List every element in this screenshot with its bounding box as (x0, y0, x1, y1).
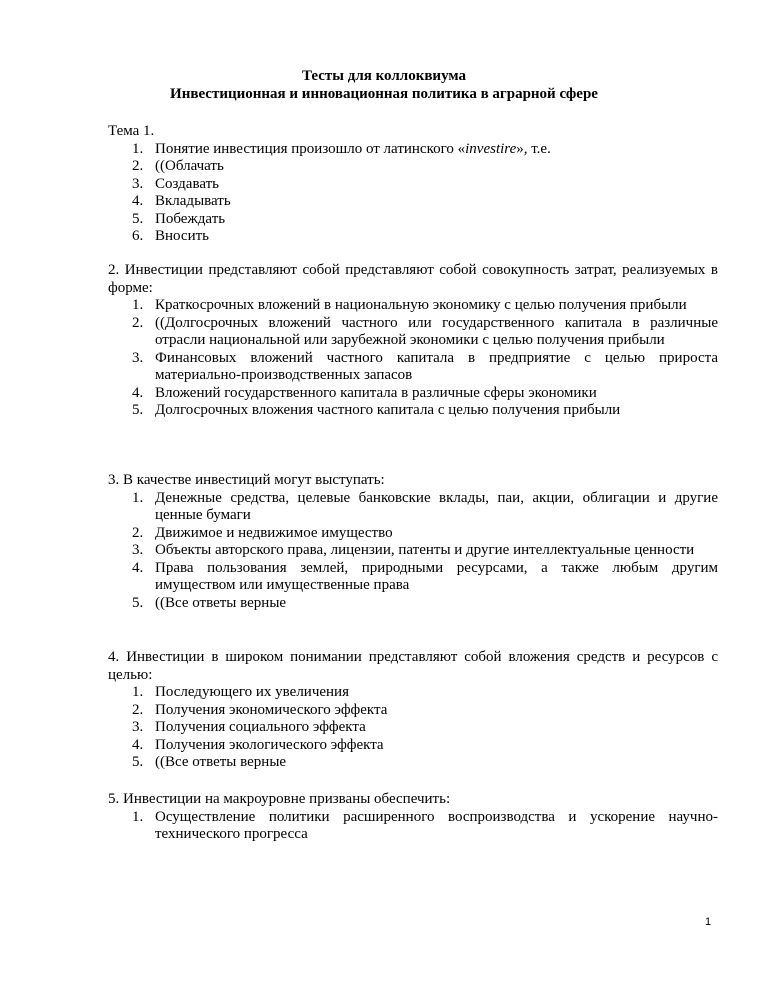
item-number: 1. (132, 140, 144, 157)
list-item (108, 211, 718, 229)
list-item (108, 141, 718, 159)
list-item (108, 315, 718, 350)
item-number: 2. (132, 158, 144, 174)
list-item (108, 490, 718, 525)
list-item (108, 737, 718, 755)
question-2-options (108, 297, 718, 420)
item-text: Получения экономического эффекта (155, 701, 388, 718)
item-text: Объекты авторского права, лицензии, патенты и другие интеллектуальные ценности (155, 542, 695, 558)
question-1-block (108, 123, 718, 246)
question-3-block (108, 472, 718, 612)
item-text: ((Все ответы верные (155, 754, 287, 770)
list-item (108, 176, 718, 194)
item-text: Права пользования землей, природными ресурсами, а также любым другим имуществом или имущественные права (155, 559, 718, 593)
item-number: 5. (132, 210, 144, 227)
item-text: Финансовых вложений частного капитала в предприятие с целью прироста материально-производственных запасов (155, 349, 718, 383)
item-text: Получения социального эффекта (155, 719, 366, 735)
question-2-block (108, 262, 718, 420)
item-number: 3. (132, 175, 144, 192)
latin-term: investire (465, 140, 517, 157)
list-item (108, 809, 718, 844)
question-5-options (108, 809, 718, 844)
list-item (108, 542, 718, 560)
item-number: 4. (132, 193, 144, 209)
question-4-text: 4. Инвестиции в широком понимании представляют собой вложения средств и ресурсов с целью: (108, 649, 718, 683)
item-text: Краткосрочных вложений в национальную экономику с целью получения прибыли (155, 297, 687, 313)
item-text: Получения экологического эффекта (155, 736, 384, 753)
item-number: 3. (132, 542, 144, 558)
item-number: 5. (132, 402, 144, 418)
item-number: 2. (132, 524, 144, 541)
item-text: Долгосрочных вложения частного капитала с целью получения прибыли (155, 402, 621, 418)
question-3-text: 3. В качестве инвестиций могут выступать: (108, 472, 385, 488)
item-text: Вкладывать (155, 193, 231, 209)
question-5-block (108, 791, 718, 844)
list-item (108, 385, 718, 403)
item-number: 2. (132, 701, 144, 718)
question-1-options (108, 141, 718, 246)
item-text: ((Долгосрочных вложений частного или государственного капитала в различные отрасли национальной или зарубежной экономики с целью получения прибыли (155, 314, 718, 348)
list-item (108, 193, 718, 211)
item-text: Вносить (155, 228, 209, 244)
list-item (108, 719, 718, 737)
question-4-options (108, 684, 718, 772)
list-item (108, 297, 718, 315)
list-item (108, 684, 718, 702)
item-number: 3. (132, 349, 144, 366)
list-item (108, 754, 718, 772)
page-number: 1 (705, 916, 712, 928)
item-number: 3. (132, 719, 144, 735)
item-text: Побеждать (155, 210, 226, 227)
list-item (108, 158, 718, 176)
item-number: 1. (132, 684, 144, 700)
item-number: 1. (132, 297, 144, 313)
document-title: Тесты для коллоквиума (301, 68, 466, 84)
item-text: ((Все ответы верные (155, 594, 287, 611)
item-number: 4. (132, 384, 144, 401)
list-item (108, 350, 718, 385)
list-item (108, 402, 718, 420)
document-subtitle: Инвестиционная и инновационная политика в аграрной сфере (170, 86, 598, 102)
item-text: Осуществление политики расширенного воспроизводства и ускорение научно-технического прогресса (155, 808, 718, 842)
item-text: Движимое и недвижимое имущество (155, 524, 393, 541)
item-text: ((Облачать (155, 158, 224, 174)
item-text: Денежные средства, целевые банковские вклады, паи, акции, облигации и другие ценные бумаги (155, 489, 718, 523)
item-number: 5. (132, 594, 144, 611)
list-item (108, 560, 718, 595)
item-number: 2. (132, 314, 144, 331)
question-2-text: 2. Инвестиции представляют собой представляют собой совокупность затрат, реализуемых в форме: (108, 262, 718, 296)
item-number: 5. (132, 754, 144, 770)
item-number: 1. (132, 489, 144, 506)
list-item (108, 702, 718, 720)
list-item (108, 228, 718, 246)
item-text: Последующего их увеличения (155, 684, 349, 700)
list-item (108, 595, 718, 613)
list-item (108, 525, 718, 543)
question-1-text-after: », т.е. (516, 140, 551, 157)
item-number: 6. (132, 228, 144, 244)
question-4-block (108, 649, 718, 772)
item-text: Вложений государственного капитала в различные сферы экономики (155, 384, 597, 401)
item-number: 1. (132, 808, 144, 825)
question-1-text-before: Понятие инвестиция произошло от латинского « (155, 140, 466, 157)
question-3-options (108, 490, 718, 613)
item-text: Создавать (155, 175, 219, 192)
question-5-text: 5. Инвестиции на макроуровне призваны обеспечить: (108, 791, 451, 807)
item-number: 4. (132, 559, 144, 576)
item-number: 4. (132, 736, 144, 753)
topic-heading: Тема 1. (108, 123, 155, 139)
